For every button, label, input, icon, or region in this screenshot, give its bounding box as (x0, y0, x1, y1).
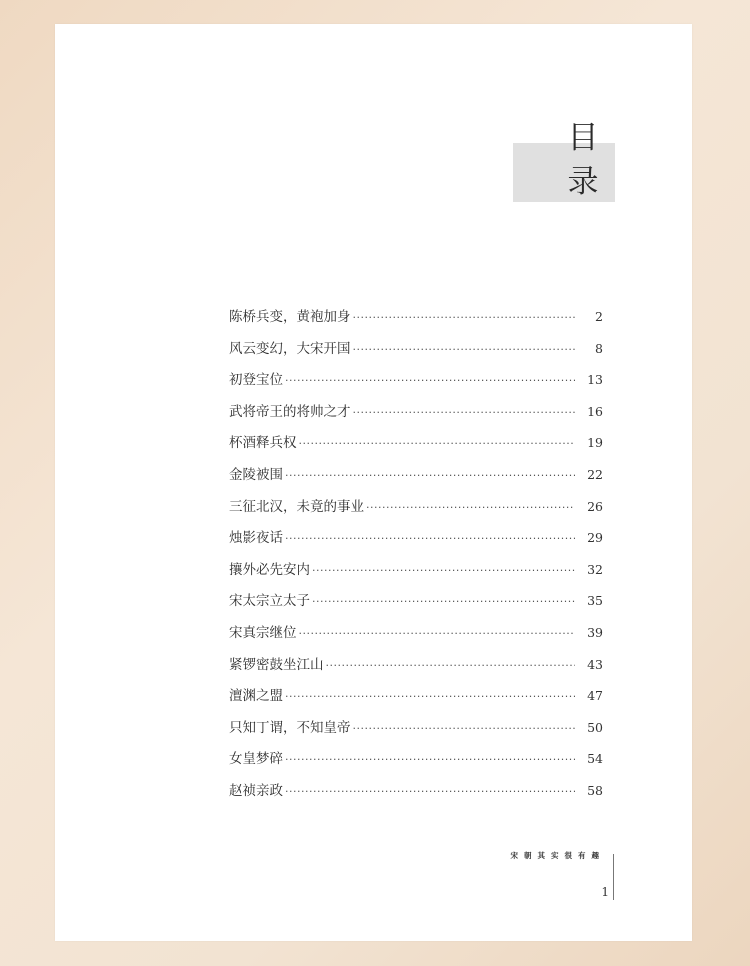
table-of-contents (229, 305, 603, 811)
toc-entry-page: 35 (587, 593, 603, 609)
toc-entry-title: 金陵被围 (229, 466, 283, 483)
toc-leader-dots (285, 690, 575, 703)
footer-page-number: 1 (601, 885, 609, 899)
toc-entry-page: 58 (587, 782, 603, 798)
toc-entry-page: 19 (587, 435, 603, 451)
toc-entry-title: 风云变幻，大宋开国 (229, 340, 351, 357)
toc-entry-page: 32 (587, 561, 603, 577)
toc-entry-page: 47 (587, 688, 603, 704)
toc-entry-page: 22 (587, 466, 603, 482)
toc-leader-dots (326, 659, 576, 672)
toc-entry-page: 43 (587, 656, 603, 672)
toc-entry[interactable] (229, 716, 603, 748)
toc-leader-dots (353, 406, 576, 419)
toc-entry[interactable] (229, 653, 603, 685)
footer-vertical-rule (613, 854, 614, 900)
toc-entry-title: 陈桥兵变，黄袍加身 (229, 309, 351, 325)
toc-leader-dots (312, 595, 575, 608)
toc-entry-page: 29 (587, 530, 603, 546)
book-page (55, 24, 692, 941)
toc-entry-page: 39 (587, 624, 603, 640)
toc-entry-title: 紧锣密鼓坐江山 (229, 656, 324, 673)
toc-entry-title: 武将帝王的将帅之才 (229, 403, 351, 420)
toc-entry-title: 三征北汉，未竟的事业 (229, 498, 364, 515)
toc-leader-dots (285, 785, 575, 798)
toc-entry-title: 攘外必先安内 (229, 561, 310, 578)
toc-entry[interactable] (229, 684, 603, 716)
contents-heading-char-1: 目 (567, 120, 599, 156)
toc-leader-dots (299, 627, 576, 640)
toc-leader-dots (366, 501, 575, 514)
toc-entry-page: 50 (587, 719, 603, 735)
toc-leader-dots (285, 374, 575, 387)
toc-entry-title: 女皇梦碎 (229, 751, 283, 768)
toc-entry-title: 宋真宗继位 (229, 624, 297, 641)
toc-entry[interactable] (229, 779, 603, 811)
toc-entry[interactable] (229, 589, 603, 621)
toc-leader-dots (353, 722, 576, 735)
toc-entry-page: 2 (595, 309, 603, 324)
toc-entry[interactable] (229, 431, 603, 463)
toc-entry[interactable] (229, 368, 603, 400)
running-footer-book-title: 宋朝其实很有趣 (510, 851, 605, 860)
toc-entry-title: 赵祯亲政 (229, 782, 283, 799)
toc-entry[interactable] (229, 558, 603, 590)
contents-heading-char-2: 录 (567, 164, 599, 200)
toc-leader-dots (285, 753, 575, 766)
toc-entry-page: 8 (595, 340, 603, 356)
toc-entry[interactable] (229, 463, 603, 495)
toc-entry-page: 16 (587, 403, 603, 419)
toc-leader-dots (285, 469, 575, 482)
toc-leader-dots (353, 343, 576, 356)
toc-entry[interactable] (229, 526, 603, 558)
toc-entry[interactable] (229, 400, 603, 432)
toc-entry-title: 只知丁谓，不知皇帝 (229, 719, 351, 736)
toc-entry[interactable] (229, 621, 603, 653)
toc-entry-page: 26 (587, 498, 603, 514)
toc-entry[interactable] (229, 747, 603, 779)
toc-entry-title: 澶渊之盟 (229, 688, 283, 705)
toc-entry-page: 13 (587, 372, 603, 388)
toc-entry[interactable] (229, 495, 603, 527)
toc-leader-dots (299, 437, 576, 450)
toc-entry-title: 烛影夜话 (229, 530, 283, 547)
toc-entry-page: 54 (587, 751, 603, 767)
toc-leader-dots (285, 532, 575, 545)
toc-leader-dots (353, 311, 576, 324)
toc-entry-title: 初登宝位 (229, 372, 283, 389)
toc-entry[interactable] (229, 305, 603, 337)
toc-entry-title: 宋太宗立太子 (229, 593, 310, 610)
toc-entry-title: 杯酒释兵权 (229, 435, 297, 452)
toc-leader-dots (312, 564, 575, 577)
toc-entry[interactable] (229, 337, 603, 369)
